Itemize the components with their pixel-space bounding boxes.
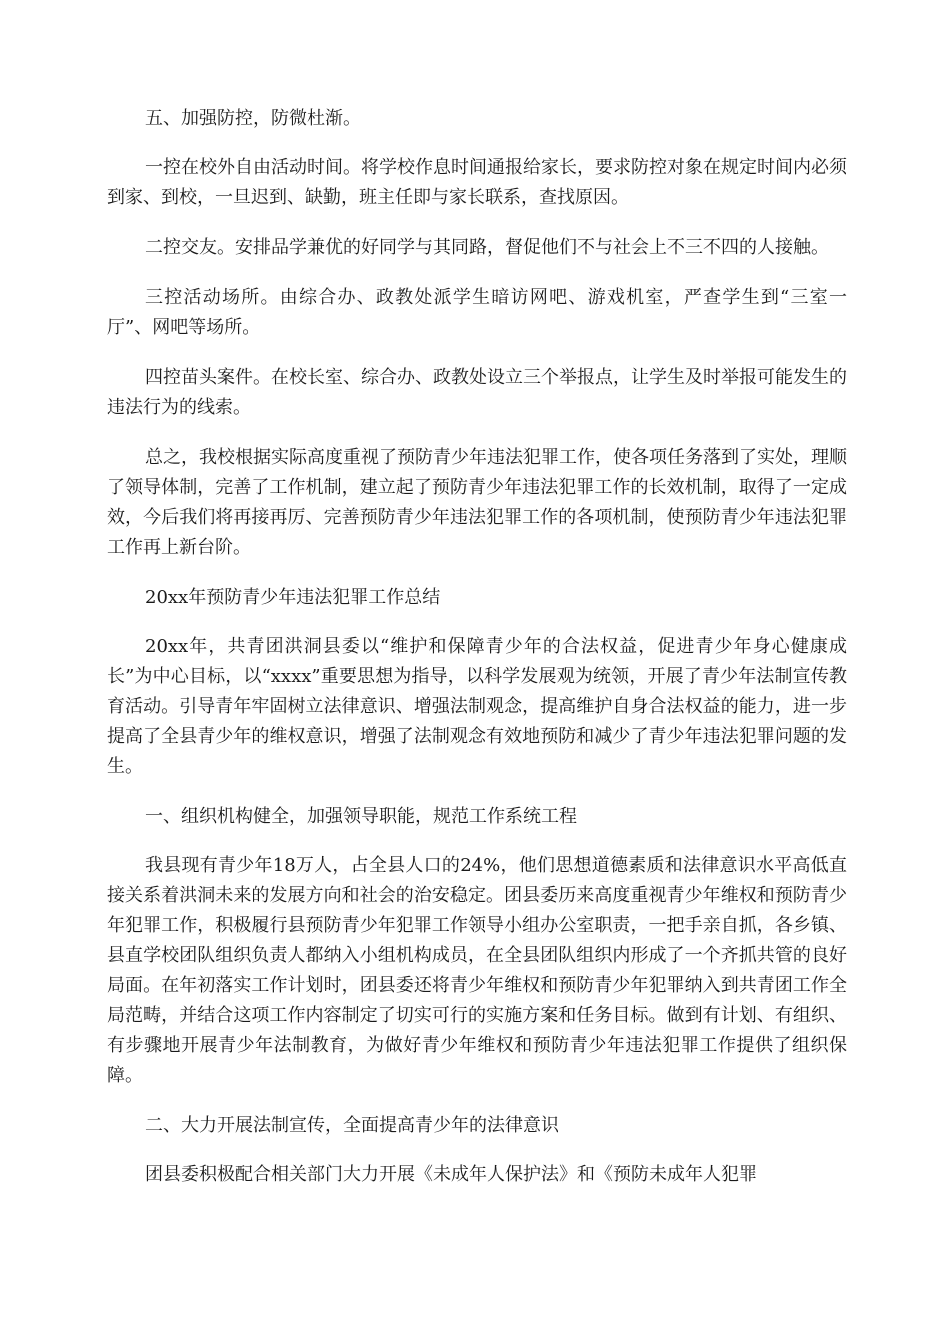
paragraph-organization: 我县现有青少年18万人，占全县人口的24%，他们思想道德素质和法律意识水平高低直接关系着洪洞未来的发展方向和社会的治安稳定。团县委历来高度重视青少年维权和预防青少年犯罪工作，积极履行县预防青少年犯罪工作领导小组办公室职责，一把手亲自抓，各乡镇、县直学校团队组织负责人都纳入小组机构成员，在全县团队组织内形成了一个齐抓共管的良好局面。在年初落实工作计划时，团县委还将青少年维权和预防青少年犯罪纳入到共青团工作全局范畴，并结合这项工作内容制定了切实可行的实施方案和任务目标。做到有计划、有组织、有步骤地开展青少年法制教育，为做好青少年维权和预防青少年违法犯罪工作提供了组织保障。 [107,855,847,1086]
paragraph-control-cases: 四控苗头案件。在校长室、综合办、政教处设立三个举报点，让学生及时举报可能发生的违法行为的线索。 [107,367,847,418]
section-heading-organization: 一、组织机构健全，加强领导职能，规范工作系统工程 [145,806,577,827]
paragraph-legal-publicity: 团县委积极配合相关部门大力开展《未成年人保护法》和《预防未成年人犯罪 [145,1164,757,1185]
section-heading-prevention: 五、加强防控，防微杜渐。 [145,108,361,129]
paragraph-control-friends: 二控交友。安排品学兼优的好同学与其同路，督促他们不与社会上不三不四的人接触。 [145,237,829,258]
paragraph-intro: 20xx年，共青团洪洞县委以“维护和保障青少年的合法权益，促进青少年身心健康成长”为中心目标，以“xxxx”重要思想为指导，以科学发展观为统领，开展了青少年法制宣传教育活动。引导青年牢固树立法律意识、增强法制观念，提高维护自身合法权益的能力，进一步提高了全县青少年的维权意识，增强了法制观念有效地预防和减少了青少年违法犯罪问题的发生。 [107,636,847,777]
section-heading-legal-publicity: 二、大力开展法制宣传，全面提高青少年的法律意识 [145,1115,559,1136]
paragraph-control-free-time: 一控在校外自由活动时间。将学校作息时间通报给家长，要求防控对象在规定时间内必须到家、到校，一旦迟到、缺勤，班主任即与家长联系，查找原因。 [107,157,847,208]
paragraph-control-venues: 三控活动场所。由综合办、政教处派学生暗访网吧、游戏机室，严查学生到“三室一厅”、网吧等场所。 [107,287,847,338]
document-body [107,104,847,1210]
document-title: 20xx年预防青少年违法犯罪工作总结 [145,587,441,608]
paragraph-conclusion: 总之，我校根据实际高度重视了预防青少年违法犯罪工作，使各项任务落到了实处，理顺了领导体制，完善了工作机制，建立起了预防青少年违法犯罪工作的长效机制，取得了一定成效，今后我们将再接再厉、完善预防青少年违法犯罪工作的各项机制，使预防青少年违法犯罪工作再上新台阶。 [107,447,847,558]
